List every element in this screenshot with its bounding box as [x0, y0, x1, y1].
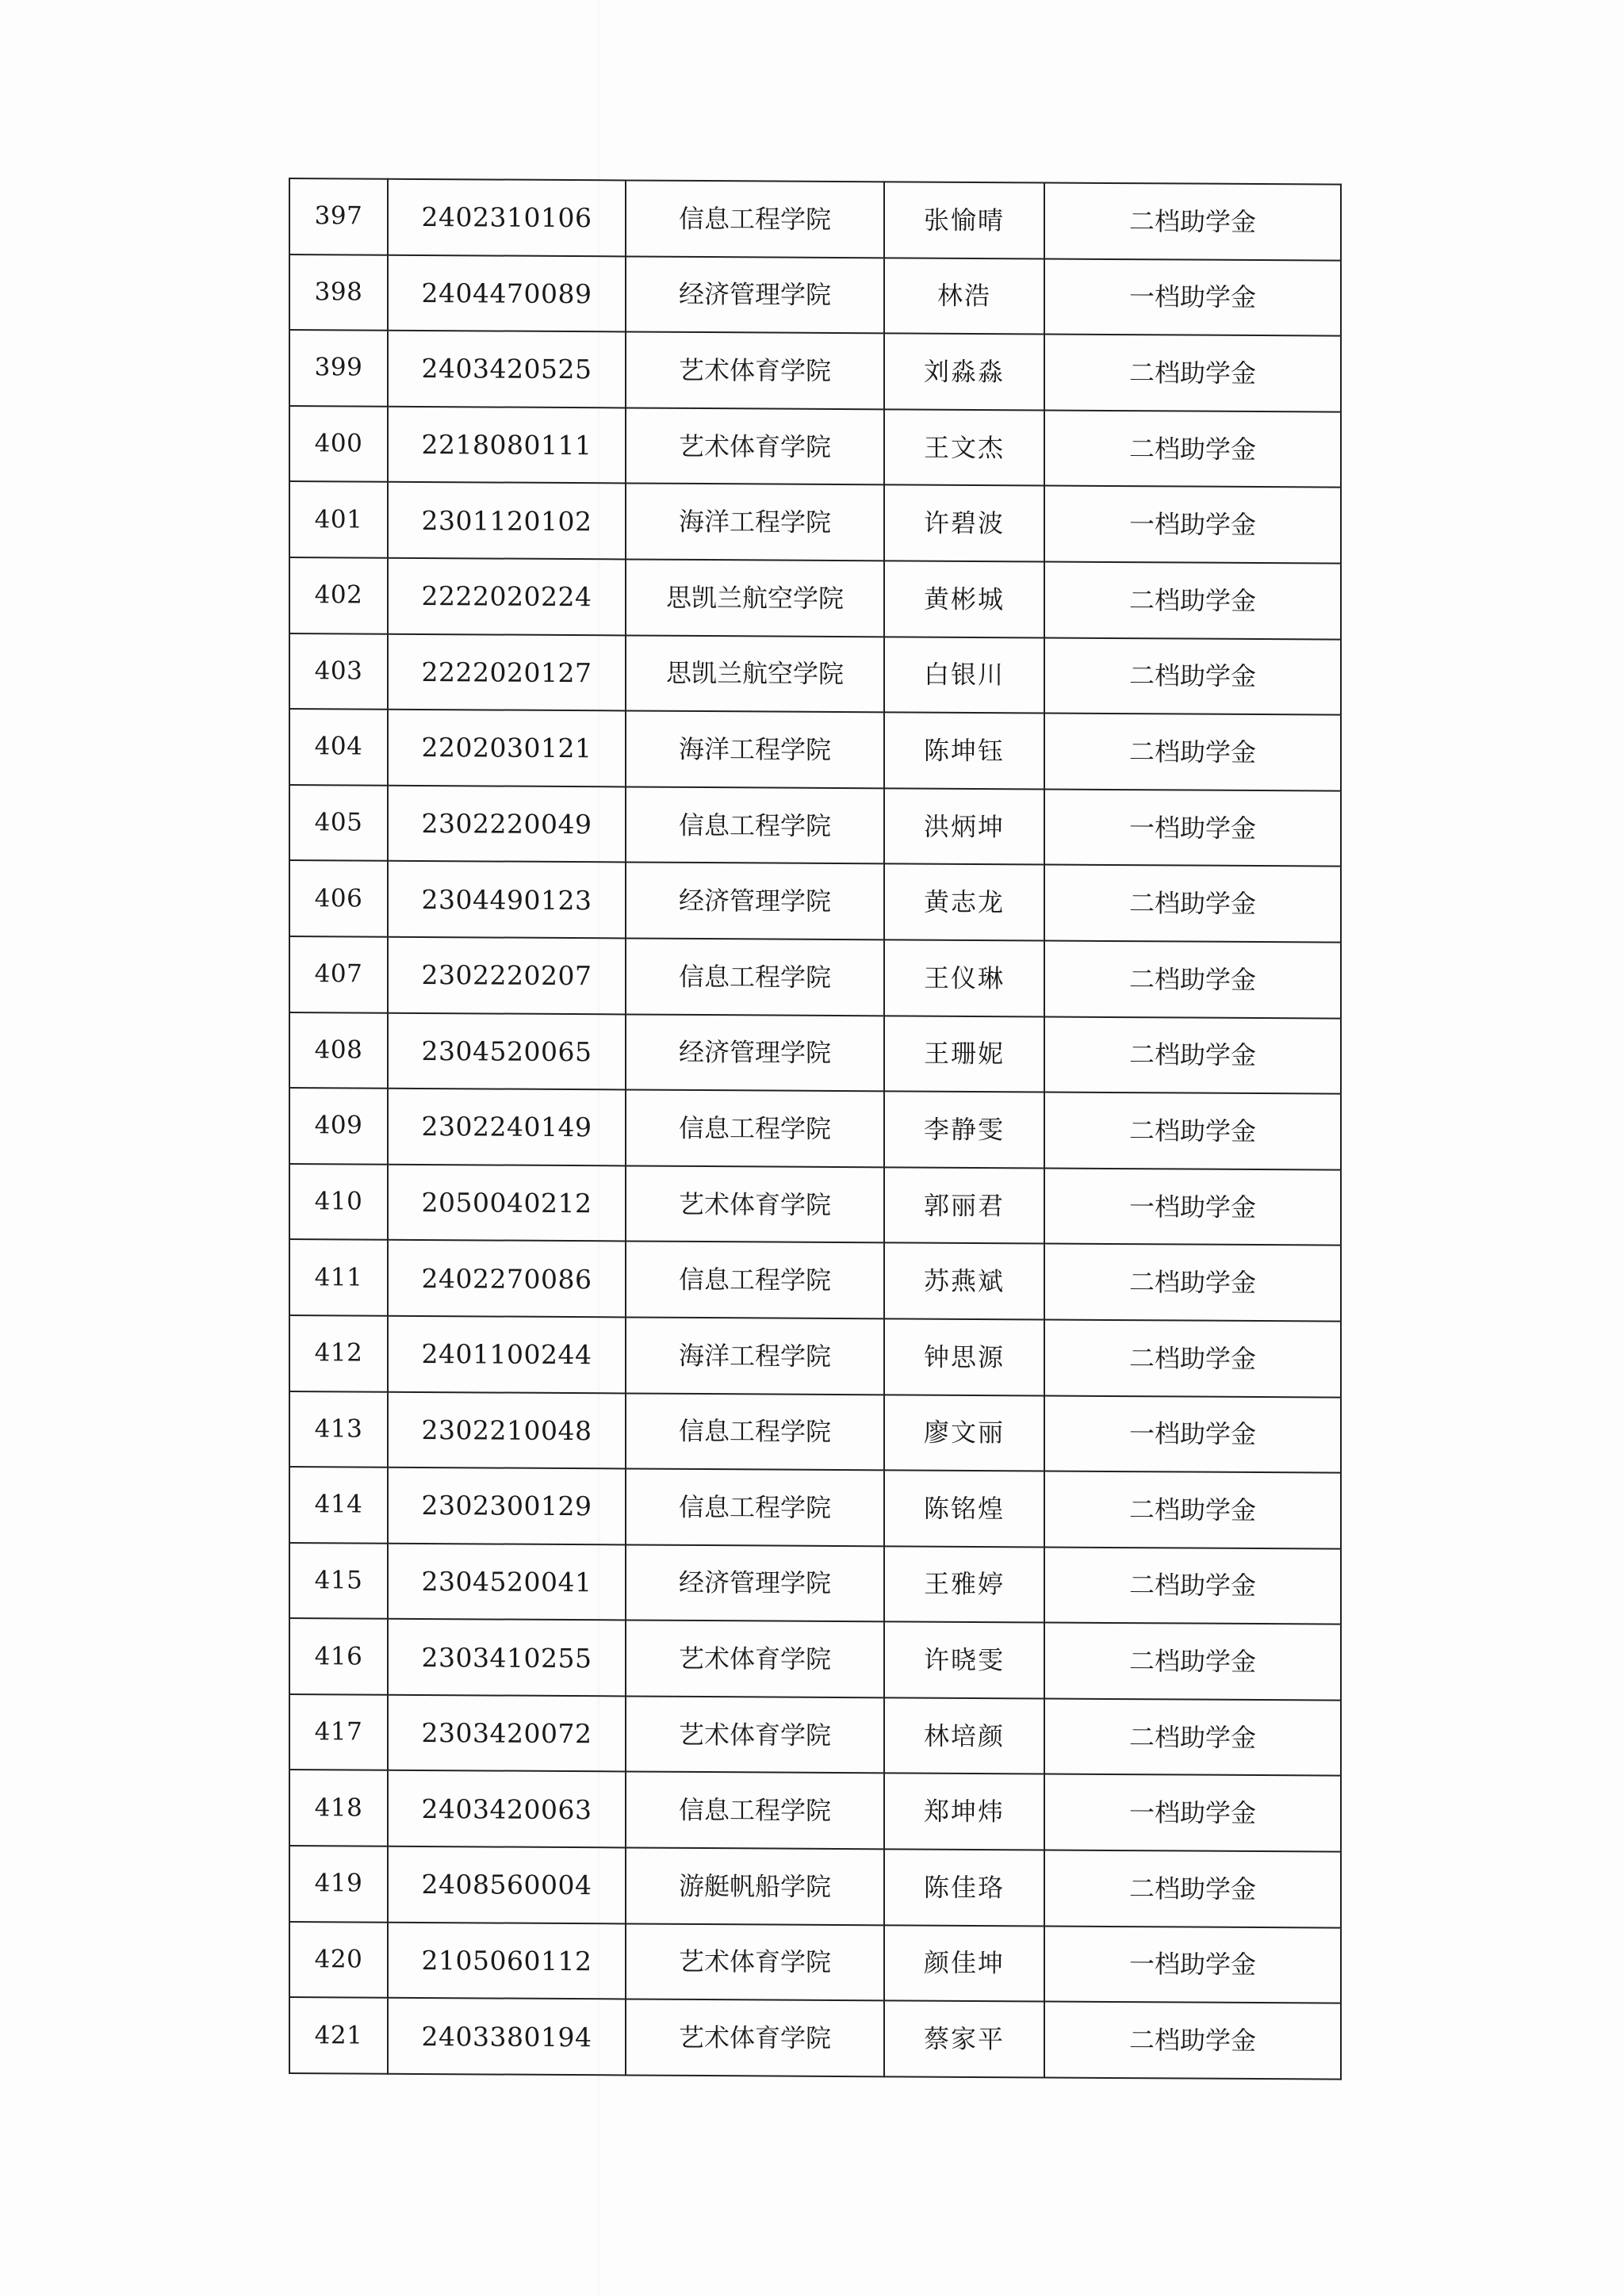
student-id-cell: 2401100244 [388, 1316, 626, 1393]
student-name-cell: 李静雯 [884, 1091, 1044, 1168]
student-id-cell: 2301120102 [388, 482, 626, 559]
grant-level-cell: 一档助学金 [1044, 1168, 1341, 1246]
grant-level-cell: 一档助学金 [1044, 1395, 1341, 1473]
grant-level-cell: 二档助学金 [1044, 1016, 1341, 1094]
student-name-cell: 黄志龙 [884, 864, 1044, 941]
college-cell: 经济管理学院 [626, 256, 884, 333]
student-id-cell: 2302300129 [388, 1468, 626, 1544]
table-row [289, 178, 1341, 260]
college-cell: 信息工程学院 [626, 1090, 884, 1167]
student-id-cell: 2304520041 [388, 1543, 626, 1620]
table-row [289, 1543, 1341, 1624]
college-cell: 信息工程学院 [626, 1772, 884, 1849]
row-number-cell: 420 [289, 1922, 388, 1998]
row-number-cell: 407 [289, 936, 388, 1012]
table-row [289, 1164, 1341, 1246]
student-name-cell: 白银川 [884, 637, 1044, 714]
college-cell: 艺术体育学院 [626, 1923, 884, 2000]
student-id-cell: 2302240149 [388, 1089, 626, 1165]
table-row [289, 1391, 1341, 1473]
table-row [289, 709, 1341, 790]
row-number-cell: 406 [289, 860, 388, 936]
college-cell: 思凯兰航空学院 [626, 635, 884, 712]
student-id-cell: 2304520065 [388, 1012, 626, 1089]
college-cell: 艺术体育学院 [626, 1621, 884, 1697]
table-row [289, 633, 1341, 715]
row-number-cell: 403 [289, 633, 388, 710]
row-number-cell: 410 [289, 1164, 388, 1240]
grant-level-cell: 二档助学金 [1044, 1698, 1341, 1776]
grant-level-cell: 一档助学金 [1044, 258, 1341, 336]
student-id-cell: 2202030121 [388, 710, 626, 786]
grant-level-cell: 二档助学金 [1044, 714, 1341, 791]
table-row [289, 1694, 1341, 1776]
table-row [289, 936, 1341, 1018]
college-cell: 经济管理学院 [626, 1014, 884, 1091]
row-number-cell: 412 [289, 1315, 388, 1391]
college-cell: 艺术体育学院 [626, 1165, 884, 1242]
student-name-cell: 黄彬城 [884, 561, 1044, 637]
student-id-cell: 2222020127 [388, 633, 626, 710]
grant-level-cell: 二档助学金 [1044, 182, 1341, 260]
row-number-cell: 419 [289, 1846, 388, 1922]
table-row [289, 1467, 1341, 1548]
student-id-cell: 2218080111 [388, 407, 626, 484]
college-cell: 艺术体育学院 [626, 332, 884, 409]
row-number-cell: 399 [289, 330, 388, 406]
college-cell: 信息工程学院 [626, 786, 884, 863]
row-number-cell: 418 [289, 1770, 388, 1846]
grant-level-cell: 二档助学金 [1044, 1547, 1341, 1624]
student-id-cell: 2302210048 [388, 1391, 626, 1468]
grant-level-cell: 二档助学金 [1044, 1623, 1341, 1701]
student-id-cell: 2222020224 [388, 558, 626, 635]
college-cell: 经济管理学院 [626, 1544, 884, 1621]
table-row [289, 785, 1341, 867]
student-id-cell: 2402310106 [388, 179, 626, 256]
grant-level-cell: 二档助学金 [1044, 1471, 1341, 1549]
student-id-cell: 2403420063 [388, 1770, 626, 1847]
student-id-cell: 2303420072 [388, 1695, 626, 1772]
college-cell: 海洋工程学院 [626, 1317, 884, 1394]
student-id-cell: 2304490123 [388, 861, 626, 938]
grant-level-cell: 一档助学金 [1044, 486, 1341, 564]
college-cell: 艺术体育学院 [626, 408, 884, 484]
student-name-cell: 许碧波 [884, 485, 1044, 562]
row-number-cell: 417 [289, 1694, 388, 1770]
grant-level-cell: 二档助学金 [1044, 940, 1341, 1018]
grant-level-cell: 二档助学金 [1044, 410, 1341, 488]
student-name-cell: 郑坤炜 [884, 1774, 1044, 1850]
grant-level-cell: 二档助学金 [1044, 865, 1341, 943]
student-id-cell: 2105060112 [388, 1922, 626, 1999]
row-number-cell: 401 [289, 481, 388, 557]
student-name-cell: 林浩 [884, 258, 1044, 335]
table-row [289, 557, 1341, 639]
student-name-cell: 王文杰 [884, 409, 1044, 486]
table-row [289, 481, 1341, 563]
student-name-cell: 陈铭煌 [884, 1470, 1044, 1547]
student-name-cell: 林培颜 [884, 1697, 1044, 1774]
table-row [289, 1239, 1341, 1321]
student-id-cell: 2303410255 [388, 1619, 626, 1696]
row-number-cell: 416 [289, 1618, 388, 1694]
grant-level-cell: 一档助学金 [1044, 789, 1341, 867]
student-id-cell: 2404470089 [388, 254, 626, 331]
table-row [289, 1922, 1341, 2003]
row-number-cell: 415 [289, 1543, 388, 1619]
student-name-cell: 张愉晴 [884, 182, 1044, 258]
grant-level-cell: 一档助学金 [1044, 1926, 1341, 2003]
student-name-cell: 郭丽君 [884, 1167, 1044, 1244]
grant-level-cell: 一档助学金 [1044, 1774, 1341, 1852]
student-name-cell: 王珊妮 [884, 1016, 1044, 1093]
college-cell: 信息工程学院 [626, 1393, 884, 1470]
table-row [289, 1997, 1341, 2079]
student-name-cell: 陈佳珞 [884, 1849, 1044, 1926]
row-number-cell: 400 [289, 406, 388, 482]
student-name-cell: 蔡家平 [884, 2001, 1044, 2078]
student-id-cell: 2050040212 [388, 1164, 626, 1241]
table-row [289, 860, 1341, 942]
grant-level-cell: 二档助学金 [1044, 561, 1341, 639]
grant-level-cell: 二档助学金 [1044, 1319, 1341, 1397]
college-cell: 信息工程学院 [626, 938, 884, 1015]
table-body [289, 178, 1341, 2079]
student-name-cell: 王仪琳 [884, 939, 1044, 1016]
row-number-cell: 421 [289, 1997, 388, 2073]
student-name-cell: 王雅婷 [884, 1546, 1044, 1623]
student-name-cell: 陈坤钰 [884, 712, 1044, 789]
student-name-cell: 钟思源 [884, 1318, 1044, 1395]
row-number-cell: 405 [289, 785, 388, 861]
student-id-cell: 2403380194 [388, 1998, 626, 2075]
student-id-cell: 2302220207 [388, 937, 626, 1014]
student-name-cell: 刘淼淼 [884, 334, 1044, 411]
student-name-cell: 洪炳坤 [884, 788, 1044, 865]
table-row [289, 1088, 1341, 1169]
table-row [289, 1770, 1341, 1851]
grant-level-cell: 二档助学金 [1044, 1244, 1341, 1322]
grant-recipient-table [289, 178, 1342, 2080]
student-id-cell: 2402270086 [388, 1240, 626, 1317]
row-number-cell: 411 [289, 1239, 388, 1315]
college-cell: 艺术体育学院 [626, 1696, 884, 1773]
grant-level-cell: 二档助学金 [1044, 335, 1341, 412]
student-id-cell: 2403420525 [388, 331, 626, 408]
student-id-cell: 2408560004 [388, 1846, 626, 1923]
row-number-cell: 402 [289, 557, 388, 633]
grant-level-cell: 二档助学金 [1044, 637, 1341, 715]
row-number-cell: 398 [289, 254, 388, 331]
grant-level-cell: 二档助学金 [1044, 1850, 1341, 1928]
grant-level-cell: 二档助学金 [1044, 1093, 1341, 1170]
student-id-cell: 2302220049 [388, 785, 626, 862]
table-row [289, 1012, 1341, 1094]
college-cell: 信息工程学院 [626, 1242, 884, 1318]
college-cell: 艺术体育学院 [626, 1999, 884, 2076]
grant-level-cell: 二档助学金 [1044, 2002, 1341, 2080]
row-number-cell: 404 [289, 709, 388, 785]
student-name-cell: 苏燕斌 [884, 1243, 1044, 1320]
college-cell: 海洋工程学院 [626, 484, 884, 561]
row-number-cell: 409 [289, 1088, 388, 1164]
row-number-cell: 397 [289, 178, 388, 254]
college-cell: 信息工程学院 [626, 180, 884, 257]
row-number-cell: 414 [289, 1467, 388, 1543]
table-row [289, 1315, 1341, 1397]
row-number-cell: 413 [289, 1391, 388, 1468]
student-name-cell: 许晓雯 [884, 1622, 1044, 1699]
table-row [289, 330, 1341, 411]
table-row [289, 254, 1341, 336]
college-cell: 思凯兰航空学院 [626, 559, 884, 636]
student-name-cell: 廖文丽 [884, 1395, 1044, 1471]
college-cell: 海洋工程学院 [626, 711, 884, 788]
college-cell: 信息工程学院 [626, 1469, 884, 1546]
college-cell: 游艇帆船学院 [626, 1848, 884, 1925]
table-row [289, 1846, 1341, 1927]
table-row [289, 1618, 1341, 1700]
table-row [289, 406, 1341, 488]
student-name-cell: 颜佳坤 [884, 1925, 1044, 2002]
row-number-cell: 408 [289, 1012, 388, 1089]
college-cell: 经济管理学院 [626, 863, 884, 939]
